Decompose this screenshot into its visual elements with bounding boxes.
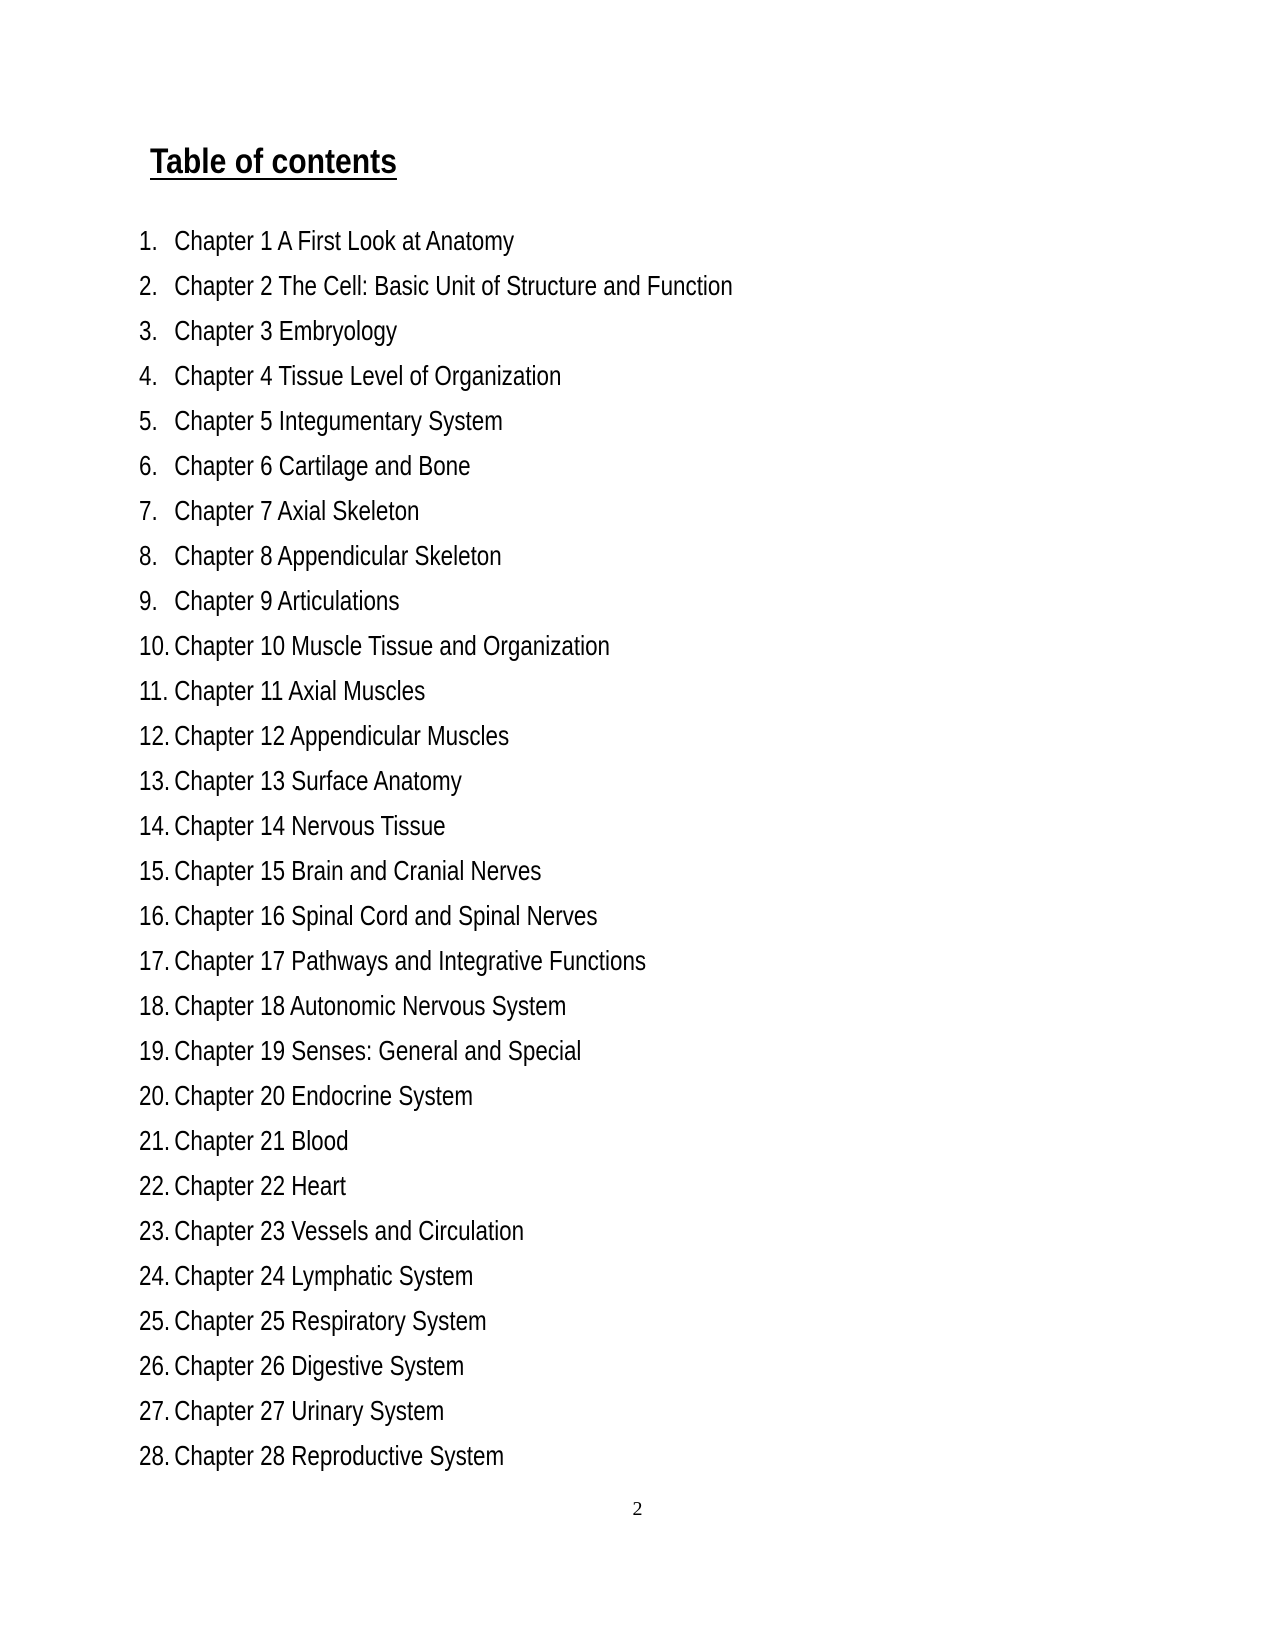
toc-item-number: 23. [139,1214,171,1246]
toc-item-text: Chapter 14 Nervous Tissue [174,809,446,841]
toc-item-text: Chapter 1 A First Look at Anatomy [174,224,515,256]
toc-item-10 [139,623,733,668]
toc-item-text: Chapter 11 Axial Muscles [174,674,426,706]
toc-item-27 [139,1388,733,1433]
toc-item-24 [139,1253,733,1298]
toc-item-text: Chapter 25 Respiratory System [174,1304,487,1336]
toc-item-number: 14. [139,809,171,841]
toc-item-text: Chapter 20 Endocrine System [174,1079,474,1111]
toc-item-number: 20. [139,1079,171,1111]
toc-item-number: 25. [139,1304,171,1336]
toc-item-11 [139,668,733,713]
toc-item-text: Chapter 12 Appendicular Muscles [174,719,510,751]
toc-item-number: 4. [139,359,158,391]
toc-item-28 [139,1433,733,1478]
toc-item-text: Chapter 22 Heart [174,1169,347,1201]
toc-item-number: 21. [139,1124,171,1156]
toc-item-number: 5. [139,404,158,436]
toc-item-text: Chapter 21 Blood [174,1124,349,1156]
toc-item-text: Chapter 16 Spinal Cord and Spinal Nerves [174,899,598,931]
toc-item-12 [139,713,733,758]
toc-item-4 [139,353,733,398]
toc-item-number: 12. [139,719,171,751]
toc-item-number: 18. [139,989,171,1021]
toc-item-number: 6. [139,449,158,481]
toc-item-26 [139,1343,733,1388]
toc-item-20 [139,1073,733,1118]
toc-item-number: 3. [139,314,158,346]
toc-item-text: Chapter 18 Autonomic Nervous System [174,989,567,1021]
toc-list [139,218,881,1478]
toc-item-text: Chapter 7 Axial Skeleton [174,494,420,526]
toc-item-text: Chapter 6 Cartilage and Bone [174,449,471,481]
toc-item-13 [139,758,733,803]
toc-item-number: 9. [139,584,158,616]
toc-item-text: Chapter 17 Pathways and Integrative Functions [174,944,647,976]
toc-item-25 [139,1298,733,1343]
toc-item-16 [139,893,733,938]
toc-item-number: 22. [139,1169,171,1201]
toc-item-number: 11. [139,674,169,706]
toc-item-number: 26. [139,1349,171,1381]
toc-item-number: 19. [139,1034,171,1066]
toc-item-text: Chapter 10 Muscle Tissue and Organization [174,629,610,661]
toc-item-text: Chapter 23 Vessels and Circulation [174,1214,525,1246]
toc-item-text: Chapter 13 Surface Anatomy [174,764,462,796]
toc-item-number: 13. [139,764,171,796]
toc-item-6 [139,443,733,488]
toc-item-number: 8. [139,539,158,571]
toc-item-text: Chapter 2 The Cell: Basic Unit of Structure and Function [174,269,733,301]
toc-item-19 [139,1028,733,1073]
page-number: 2 [632,1498,643,1520]
toc-item-23 [139,1208,733,1253]
toc-item-number: 28. [139,1439,171,1471]
toc-item-number: 16. [139,899,171,931]
toc-item-number: 1. [139,224,158,256]
toc-item-18 [139,983,733,1028]
toc-item-17 [139,938,733,983]
toc-item-number: 15. [139,854,171,886]
toc-item-text: Chapter 26 Digestive System [174,1349,465,1381]
toc-item-3 [139,308,733,353]
toc-item-22 [139,1163,733,1208]
toc-item-text: Chapter 19 Senses: General and Special [174,1034,582,1066]
toc-item-15 [139,848,733,893]
toc-item-text: Chapter 8 Appendicular Skeleton [174,539,502,571]
toc-item-text: Chapter 27 Urinary System [174,1394,445,1426]
toc-item-number: 24. [139,1259,171,1291]
toc-item-5 [139,398,733,443]
toc-item-text: Chapter 9 Articulations [174,584,400,616]
toc-item-14 [139,803,733,848]
toc-item-text: Chapter 4 Tissue Level of Organization [174,359,562,391]
toc-item-text: Chapter 5 Integumentary System [174,404,503,436]
toc-item-text: Chapter 28 Reproductive System [174,1439,505,1471]
toc-item-text: Chapter 3 Embryology [174,314,398,346]
toc-item-number: 27. [139,1394,171,1426]
toc-item-text: Chapter 15 Brain and Cranial Nerves [174,854,542,886]
toc-item-text: Chapter 24 Lymphatic System [174,1259,474,1291]
toc-item-9 [139,578,733,623]
toc-item-number: 17. [139,944,171,976]
toc-item-2 [139,263,733,308]
toc-item-7 [139,488,733,533]
toc-item-number: 2. [139,269,158,301]
toc-item-number: 7. [139,494,158,526]
toc-item-8 [139,533,733,578]
toc-item-1 [139,218,733,263]
toc-item-number: 10. [139,629,171,661]
toc-title: Table of contents [150,142,397,181]
toc-item-21 [139,1118,733,1163]
